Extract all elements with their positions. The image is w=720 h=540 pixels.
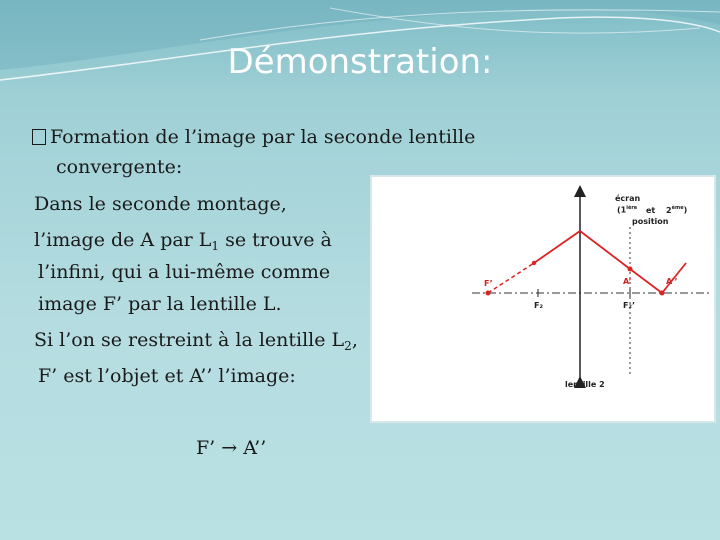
- label-position: position: [632, 217, 669, 226]
- label-a-prime: A’: [623, 277, 632, 286]
- label-two: 2: [666, 205, 672, 215]
- body-line-3: l’infini, qui a lui-même comme: [38, 261, 331, 283]
- label-sup-2: ème: [671, 205, 684, 211]
- ray-refracted-2: [630, 269, 662, 293]
- body-line-5: [34, 326, 358, 361]
- body-line-5-a: Si l’on se restreint à la lentille L: [34, 329, 345, 351]
- label-f2: F₂: [534, 301, 543, 310]
- label-f-prime: F’: [484, 279, 493, 288]
- body-line-2-sub: 1: [211, 239, 220, 253]
- bullet-icon: [32, 129, 46, 145]
- body-line-2: [34, 226, 332, 261]
- label-lens-2: lentille 2: [565, 380, 605, 389]
- bullet-line-2: convergente:: [56, 156, 183, 178]
- body-line-5-b: ,: [351, 329, 358, 351]
- body-line-5-sub: 2: [344, 339, 352, 353]
- bullet-line-1: [32, 123, 475, 152]
- point-mid: [532, 261, 536, 265]
- label-position-line: [617, 205, 687, 215]
- relation-text: F’ → A’’: [196, 437, 267, 459]
- label-ecran: écran: [615, 194, 641, 203]
- point-f-prime: [486, 291, 491, 296]
- body-line-2-a: l’image de A par L: [34, 229, 212, 251]
- optics-diagram: [370, 175, 716, 423]
- ray-incident-dashed: [488, 263, 534, 293]
- label-sup-1: ière: [626, 205, 638, 211]
- body-line-6: F’ est l’objet et A’’ l’image:: [38, 365, 296, 387]
- body-line-1: Dans le seconde montage,: [34, 193, 287, 215]
- bullet-text-1: Formation de l’image par la seconde lentille: [50, 126, 476, 148]
- slide-title: Démonstration:: [227, 42, 493, 82]
- label-paren-close: ): [683, 205, 688, 215]
- ray-refracted-1: [580, 231, 630, 269]
- label-et: et: [646, 205, 656, 215]
- label-f2-prime: F₂’: [623, 301, 636, 310]
- label-a-double-prime: A’’: [666, 277, 678, 286]
- ray-incident: [534, 231, 580, 263]
- point-a-double-prime: [660, 291, 665, 296]
- body-line-4: image F’ par la lentille L.: [38, 293, 282, 315]
- point-a-prime: [628, 267, 633, 272]
- label-paren-open: (1: [617, 205, 627, 215]
- body-line-2-b: se trouve à: [219, 229, 332, 251]
